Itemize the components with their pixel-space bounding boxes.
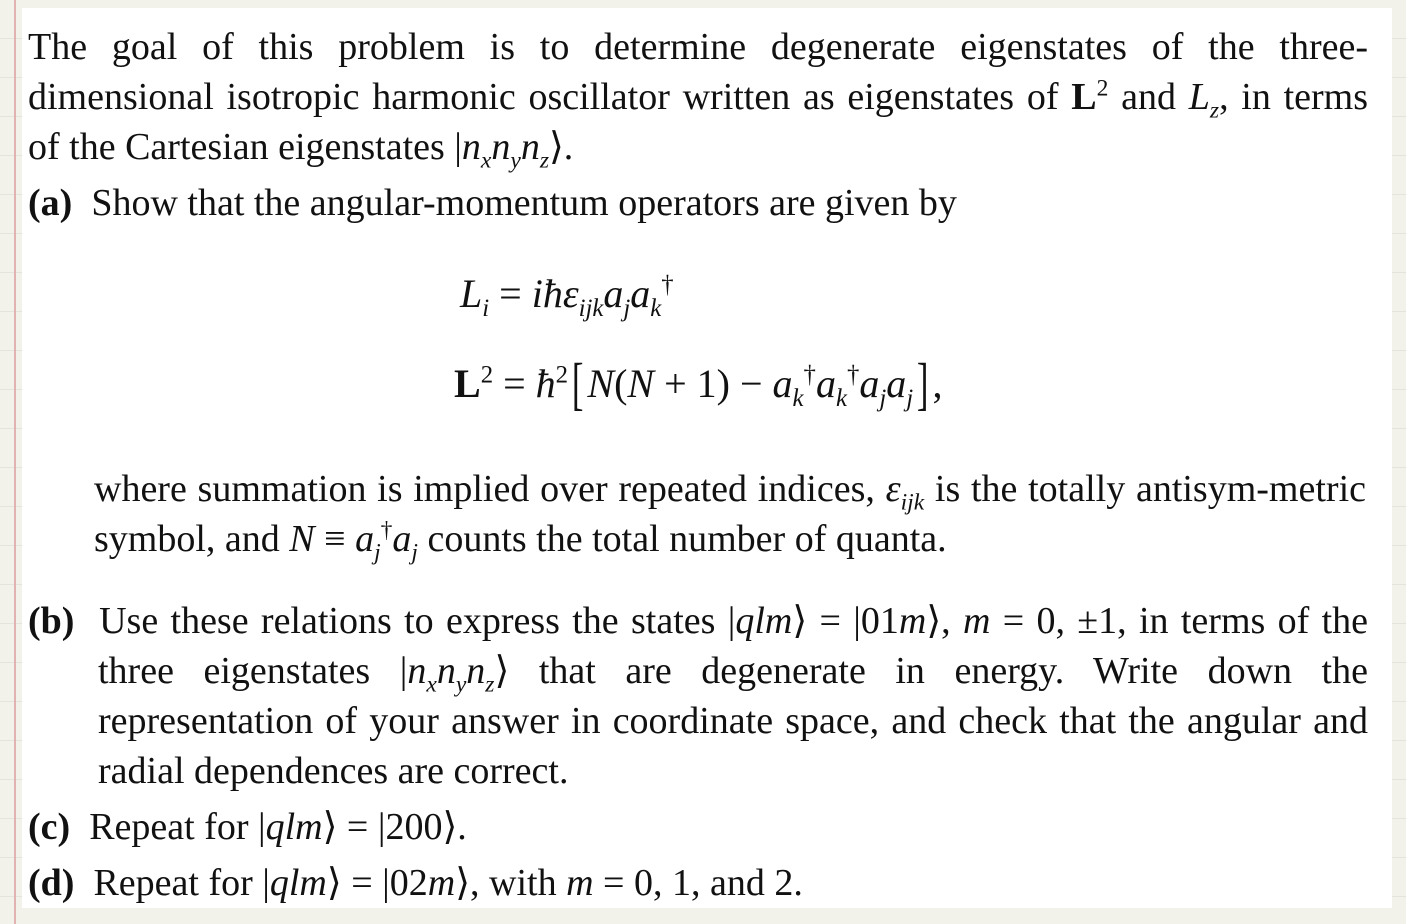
part-b-text-1: Use these relations to express the states [99,600,716,642]
part-c-text: Repeat for [89,806,249,848]
part-a-text: Show that the angular-momentum operators are given by [91,182,957,224]
part-d-label: (d) [28,862,75,904]
part-b-prompt: (b) Use these relations to express the states |qlm⟩ = |01m⟩, m = 0, ±1, in terms of the three eigenstates $|n_xn_yn_z⟩$ that are degenerate in energy. Write down the representation of your answer in coordinate space, and check that the angular and radial dependences are correct. [28,600,1369,792]
intro-in-terms: , in terms of the Cartesian eigenstates [28,76,1369,168]
part-a-prompt [28,178,1368,228]
part-c-prompt: (c) Repeat for |qlm⟩ = |200⟩. [28,806,467,848]
part-d-text-2: , with [470,862,557,904]
part-b-text-2: in terms of the three eigenstates [98,600,1369,692]
part-d-prompt: (d) Repeat for |qlm⟩ = |02m⟩, with m = 0, 1, and 2. [28,862,803,904]
equation-L2 [454,351,943,416]
part-c-label: (c) [28,806,71,848]
problem-sheet [22,8,1392,908]
equation-Li-text: $L_i$ = $iħ\varepsilon_{ijk}a_ja_k^\dagger$ [460,271,674,322]
problem-text [22,8,1392,908]
intro-and: and [1121,76,1176,118]
part-a-after-2: is the totally antisym-metric symbol, and [94,468,1366,560]
intro-text: The goal of this problem is to determine degenerate eigenstates of the three-dimensional isotropic harmonic oscillator written as eigenstates of [28,26,1368,118]
equation-Li [460,270,674,322]
part-b-label: (b) [28,600,75,642]
margin-line [14,0,16,924]
part-a-explanation: where summation is implied over repeated indices, $\varepsilon_{ijk}$ is the totally antisym-metric symbol, and $N \equiv a_j^\dagger a_j$ counts the total number of quanta. [94,468,1366,566]
equation-L2-text: $L^2$ = $ħ^2[N(N + 1) - a_k^\dagger a_k^\dagger a_ja_j]$, [454,351,943,416]
intro-paragraph: The goal of this problem is to determine degenerate eigenstates of the three-dimensional isotropic harmonic oscillator written as eigenstates of $L^2$ and $L_z$, in terms of the Cartesian eigenstates $|n_xn_yn_z⟩$. [28,26,1369,174]
part-a-after-3: counts the total number of quanta. [427,518,947,560]
part-a-after-1: where summation is implied over repeated indices, [94,468,875,510]
part-a-label: (a) [28,182,73,224]
part-d-text: Repeat for [93,862,253,904]
part-d-values: 0, 1, and 2. [633,862,803,904]
part-b-text-3: that are degenerate in energy. Write down the representation of your answer in coordinate space, and check that the angular and radial dependences are correct. [98,650,1368,792]
